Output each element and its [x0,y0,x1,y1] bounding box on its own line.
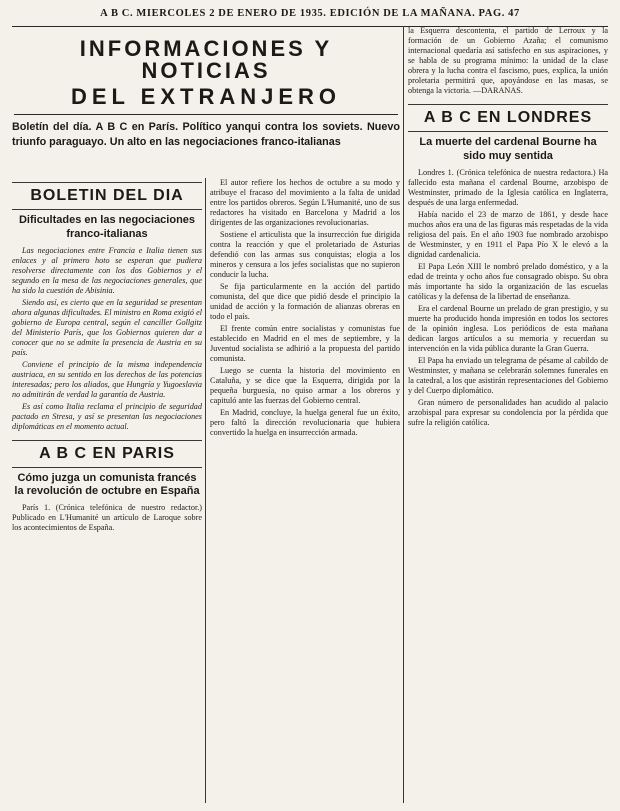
middle-paragraph: Se fija particularmente en la acción del partido comunista, del que dice que pidió desde el principio la unidad de acción y la formación de alianzas obreras en todo el país. [210,282,400,321]
londres-subtitle: La muerte del cardenal Bourne ha sido muy sentida [419,136,597,162]
column-1 [12,178,202,535]
column-divider-1 [205,178,206,803]
section-rule [408,104,608,105]
section-masthead [12,38,400,115]
middle-paragraph: El autor refiere los hechos de octubre a su modo y atribuye el fracaso del movimiento a la falta de unidad entre los partidos obreros. Según L'Humanité, uno de sus redactores ha visitado en Barcelona y Madrid a los dirigentes de las organizaciones revolucionarias. [210,178,400,227]
londres-title: A B C EN LONDRES [423,109,593,126]
column-divider-2 [403,26,404,803]
londres-paragraph: El Papa León XIII le nombró prelado doméstico, y a la edad de treinta y ocho años fue consagrado obispo. Su obra más importante ha sido la organización de las escuelas católicas y la defensa de la libertad de enseñanza. [408,261,608,301]
section-rule [12,182,202,183]
londres-paragraph: Gran número de personalidades han acudido al palacio arzobispal para expresar su condolencia por la pérdida que sufre la religión católica. [408,397,608,427]
londres-paragraph: El Papa ha enviado un telegrama de pésame al cabildo de Westminster, y mañana se celebrarán solemnes funerales en la catedral, a los que asistirán representaciones del Gobierno y del Cuerpo diplomático. [408,355,608,395]
boletin-paragraph: Siendo así, es cierto que en la seguridad se presentan ahora algunas dificultades. El ministro en Roma exigió el gobierno de Europa central, según el canciller Gollgitz del Ministerio París, que los Gobiernos quieren dar a conocer que no se admite la presencia de Austria en su país. [12,297,202,357]
paris-title: A B C EN PARIS [39,444,175,462]
londres-paragraph: Era el cardenal Bourne un prelado de gran prestigio, y su muerte ha producido honda impresión en todos los sectores de la opinión inglesa. Los periódicos de esta mañana dedican largos artículos a su memoria y recuerdan su intervención en la vida pública durante la Gran Guerra. [408,303,608,353]
paris-paragraph: París 1. (Crónica telefónica de nuestro redactor.) Publicado en L'Humanité un artículo de Laroque sobre los acontecimientos de España. [12,503,202,532]
boletin-paragraph: Las negociaciones entre Francia e Italia tienen sus enlaces y al primero hoto se esperan que pudiera resolverse directamente con los dos Gobiernos y el segundo en la mesa de las negociaciones generales, que ha sido la cuestión de Abisinia. [12,245,202,295]
section-rule [12,467,202,468]
section-rule [12,209,202,210]
running-head: A B C. MIERCOLES 2 DE ENERO DE 1935. EDICIÓN DE LA MAÑANA. PAG. 47 [12,8,608,27]
londres-paragraph: Londres 1. (Crónica telefónica de nuestra redactora.) Ha fallecido esta mañana el cardenal Bourne, arzobispo de Westminster, primado de la Iglesia católica en Inglaterra, después de una larga enfermedad. [408,167,608,207]
masthead-line-1: INFORMACIONES Y NOTICIAS [79,36,333,83]
boletin-paragraph: Conviene el principio de la misma independencia austriaca, en su sentido en los derechos de las potencias interesadas; pero los aliados, que Hungría y Yugoeslavia no admitirán de verdad la garantía de Austria. [12,359,202,399]
column-2 [210,178,400,440]
boletin-title: BOLETIN DEL DIA [30,187,184,204]
middle-paragraph: En Madrid, concluye, la huelga general fue un éxito, pero faltó la dirección revolucionaria que hubiera convertido la huelga en insurrección armada. [210,408,400,437]
right-top-paragraph: la Esquerra descontenta, el partido de Lerroux y la formación de un Gobierno Azaña; el comunismo internacional quedaría así satisfecho en sus aspiraciones, y se habla de su programa mínimo: la unidad de la clase obrera y la lucha contra el fascismo, pues, explica, la unión proletaria permitirá que, apoyándose en las masas, se obtenga la victoria. —DARANAS. [408,26,608,95]
paris-subtitle: Cómo juzga un comunista francés la revolución de octubre en España [14,471,200,498]
section-rule [12,440,202,441]
section-rule [408,131,608,132]
middle-paragraph: Luego se cuenta la historia del movimiento en Cataluña, y se dice que la Esquerra, dirigida por la pequeña burguesía, no quiso armar a los obreros y capituló ante las fuerzas del Gobierno central. [210,366,400,405]
boletin-paragraph: Es así como Italia reclama el principio de seguridad pactado en Stresa, y así se presentan las negociaciones diplomáticas en el momento actual. [12,401,202,431]
middle-paragraph: Sostiene el articulista que la insurrección fue dirigida contra la reacción y que el proletariado de Asturias defendió con las armas sus conquistas; elogia a los mineros y censura a los jefes socialistas que no supieron conducir la lucha. [210,230,400,279]
masthead-rule [14,114,398,115]
boletin-subtitle: Dificultades en las negociaciones franco-italianas [18,214,196,240]
middle-paragraph: El frente común entre socialistas y comunistas fue establecido en Madrid en el mes de septiembre, y la Juventud socialista se adhirió a la propuesta del partido comunista. [210,324,400,363]
masthead-line-2: DEL EXTRANJERO [70,84,342,109]
summary-line: Boletín del día. A B C en París. Político yanqui contra los soviets. Nuevo triunfo paraguayo. Un alto en las negociaciones franco-italianas [12,121,400,148]
column-3 [408,26,608,430]
londres-paragraph: Había nacido el 23 de marzo de 1861, y desde hace muchos años era una de las figuras más respetadas de la vida religiosa del país. En el año 1903 fue nombrado arzobispo de Westminster, y en 1911 el Papa Pío X le elevó a la dignidad cardenalicia. [408,209,608,259]
newspaper-page [12,8,608,803]
